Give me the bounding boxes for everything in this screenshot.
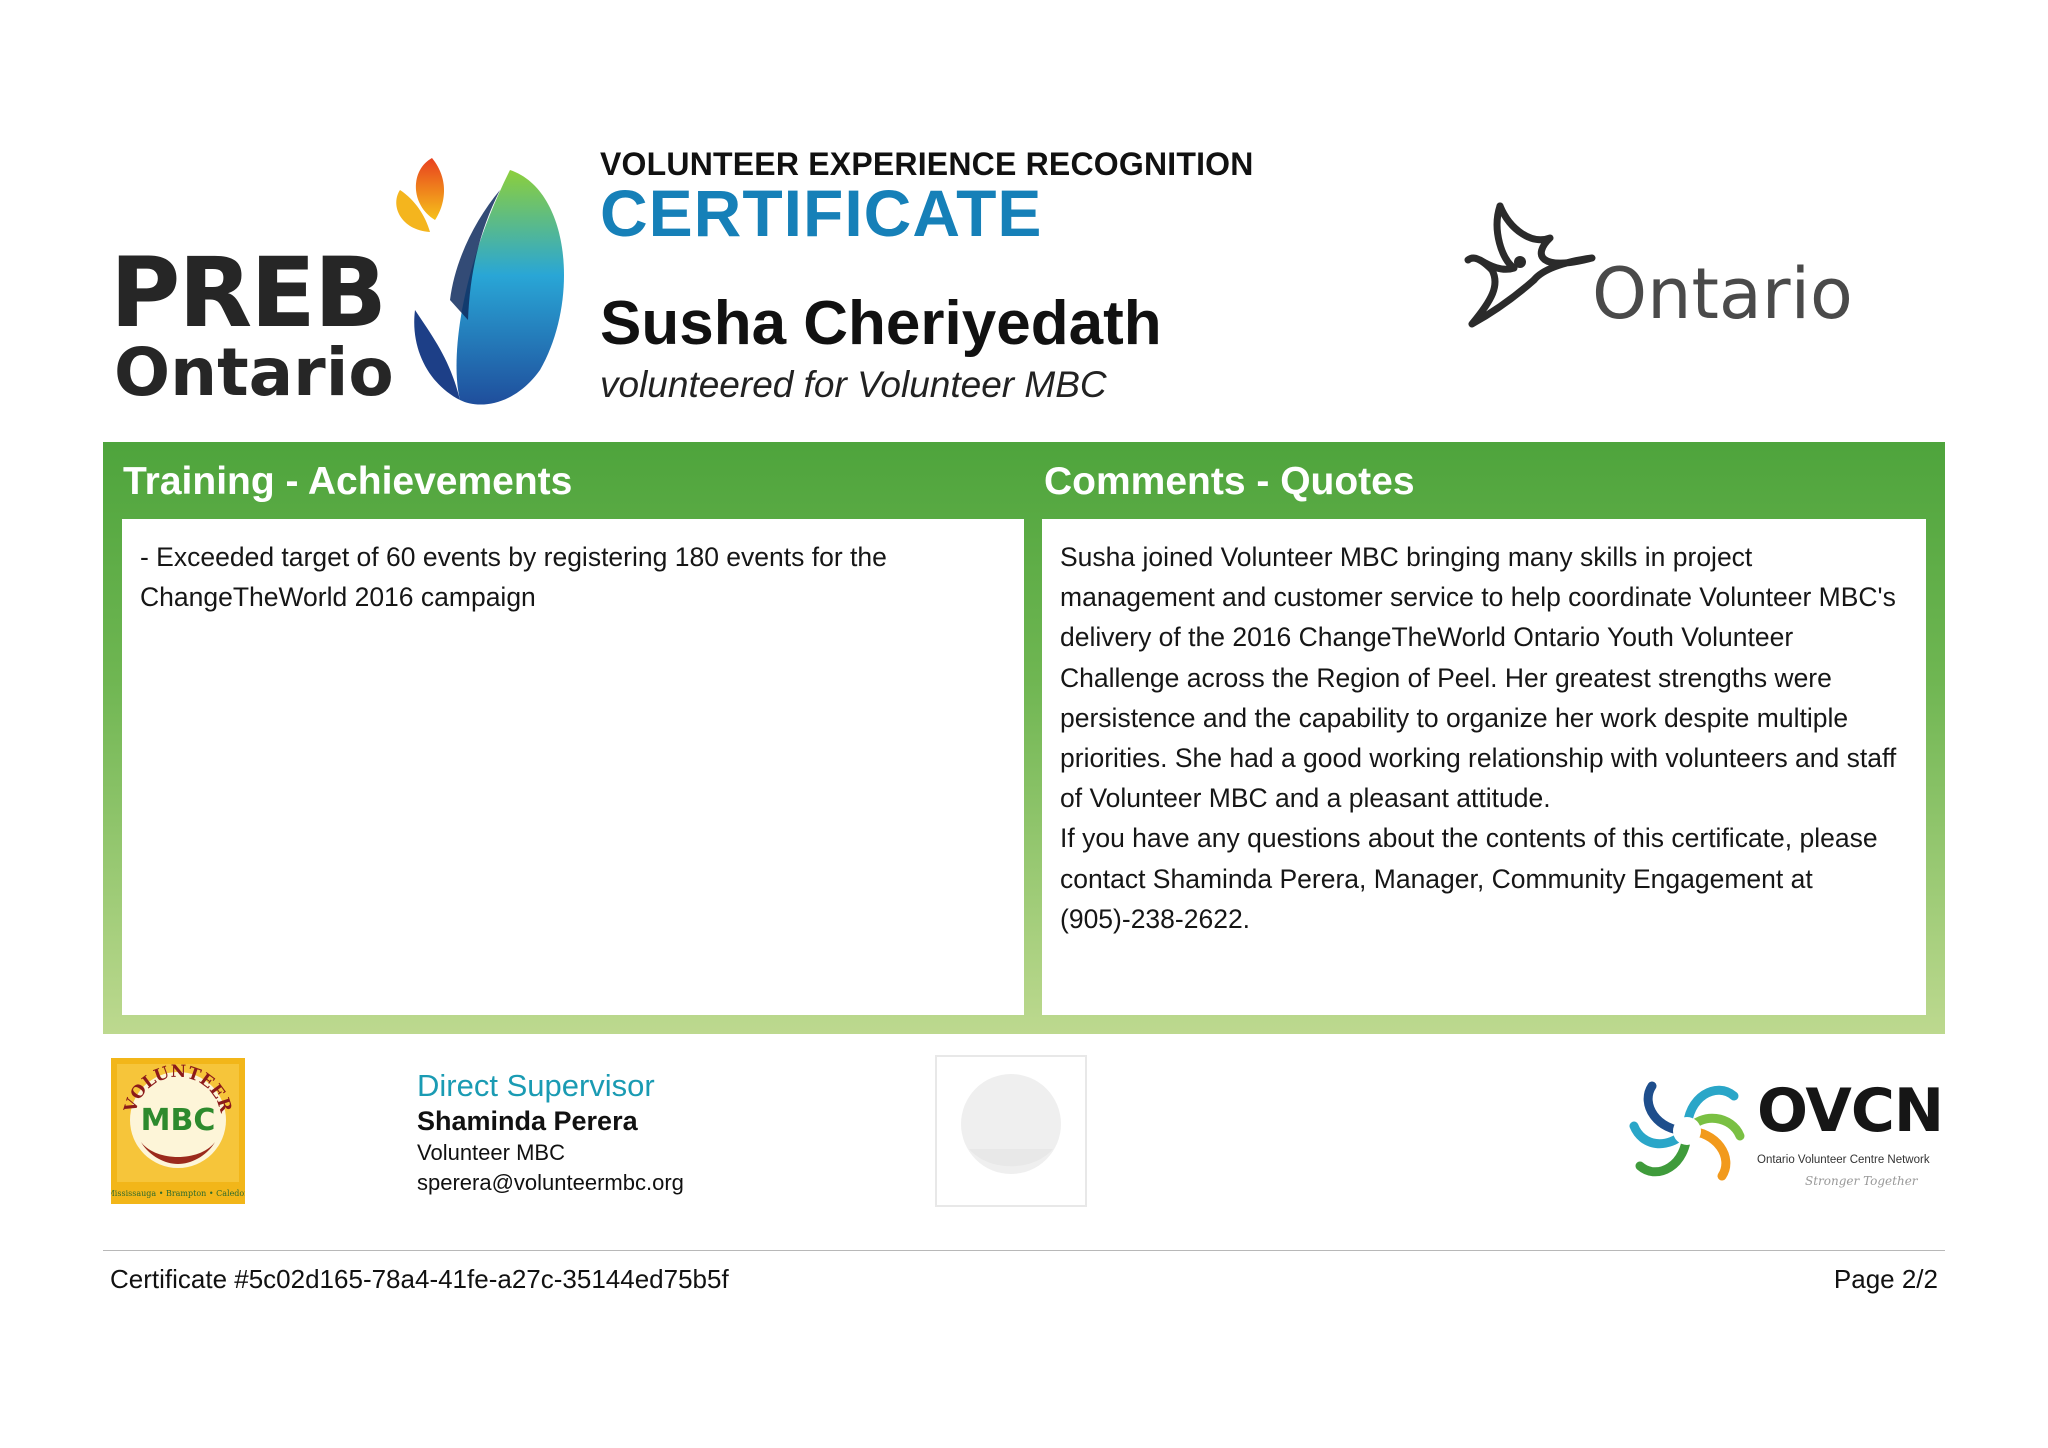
supervisor-title: Direct Supervisor <box>417 1068 655 1103</box>
vmbc-logo-towns: Mississauga • Brampton • Caledon <box>111 1189 245 1198</box>
footer-divider <box>103 1250 1945 1251</box>
page-number: Page 2/2 <box>1833 1264 1938 1294</box>
ovcn-logo <box>1622 1066 1952 1196</box>
certificate-title: CERTIFICATE <box>600 176 1043 250</box>
ontario-logo-text: Ontario <box>1592 253 1853 335</box>
ovcn-logo-tagline: Stronger Together <box>1805 1174 1918 1188</box>
comments-text <box>1060 537 1912 939</box>
supervisor-name: Shaminda Perera <box>417 1106 638 1136</box>
ovcn-logo-text: OVCN <box>1757 1076 1944 1146</box>
ovcn-logo-subtitle: Ontario Volunteer Centre Network <box>1757 1154 1930 1166</box>
preb-logo-text: PREB <box>110 237 386 349</box>
certificate-kicker: VOLUNTEER EXPERIENCE RECOGNITION <box>600 146 1254 182</box>
preb-ontario-logo <box>110 150 580 420</box>
vmbc-logo-text: MBC <box>140 1103 216 1138</box>
recognition-panel <box>103 442 1945 1034</box>
volunteer-mbc-seal-watermark <box>934 1054 1088 1208</box>
achievements-text: - Exceeded target of 60 events by registering 180 events for the ChangeTheWorld 2016 campaign <box>140 542 887 613</box>
training-achievements-heading: Training - Achievements <box>123 460 573 503</box>
preb-logo-subtext: Ontario <box>114 334 394 411</box>
volunteer-name: Susha Cheriyedath <box>600 289 1162 358</box>
ontario-logo <box>1462 200 1852 340</box>
contact-paragraph: If you have any questions about the contents of this certificate, please contact Shaminda Perera, Manager, Community Engagement at (905)-238-2622. <box>1060 823 1878 934</box>
comments-box <box>1042 519 1926 1015</box>
supervisor-email: sperera@volunteermbc.org <box>417 1170 684 1195</box>
comments-quotes-heading: Comments - Quotes <box>1044 460 1415 503</box>
certificate-number: Certificate #5c02d165-78a4-41fe-a27c-35144ed75b5f <box>110 1264 729 1294</box>
volunteered-for: volunteered for Volunteer MBC <box>600 364 1107 405</box>
butterfly-icon <box>390 150 580 410</box>
achievements-box <box>122 519 1024 1015</box>
trillium-icon <box>1462 200 1612 330</box>
vmbc-logo-arc-text: VOLUNTEER <box>120 1061 236 1115</box>
swirl-icon <box>1622 1066 1752 1196</box>
comments-paragraph: Susha joined Volunteer MBC bringing many skills in project management and customer service to help coordinate Volunteer MBC's delivery of the 2016 ChangeTheWorld Ontario Youth Volunteer Challenge across the Region of Peel. Her greatest strengths were persistence and the capability to organize her work despite multiple priorities. She had a good working relationship with volunteers and staff of Volunteer MBC and a pleasant attitude. <box>1060 542 1897 814</box>
volunteer-mbc-logo <box>111 1058 245 1204</box>
supervisor-organization: Volunteer MBC <box>417 1140 565 1165</box>
